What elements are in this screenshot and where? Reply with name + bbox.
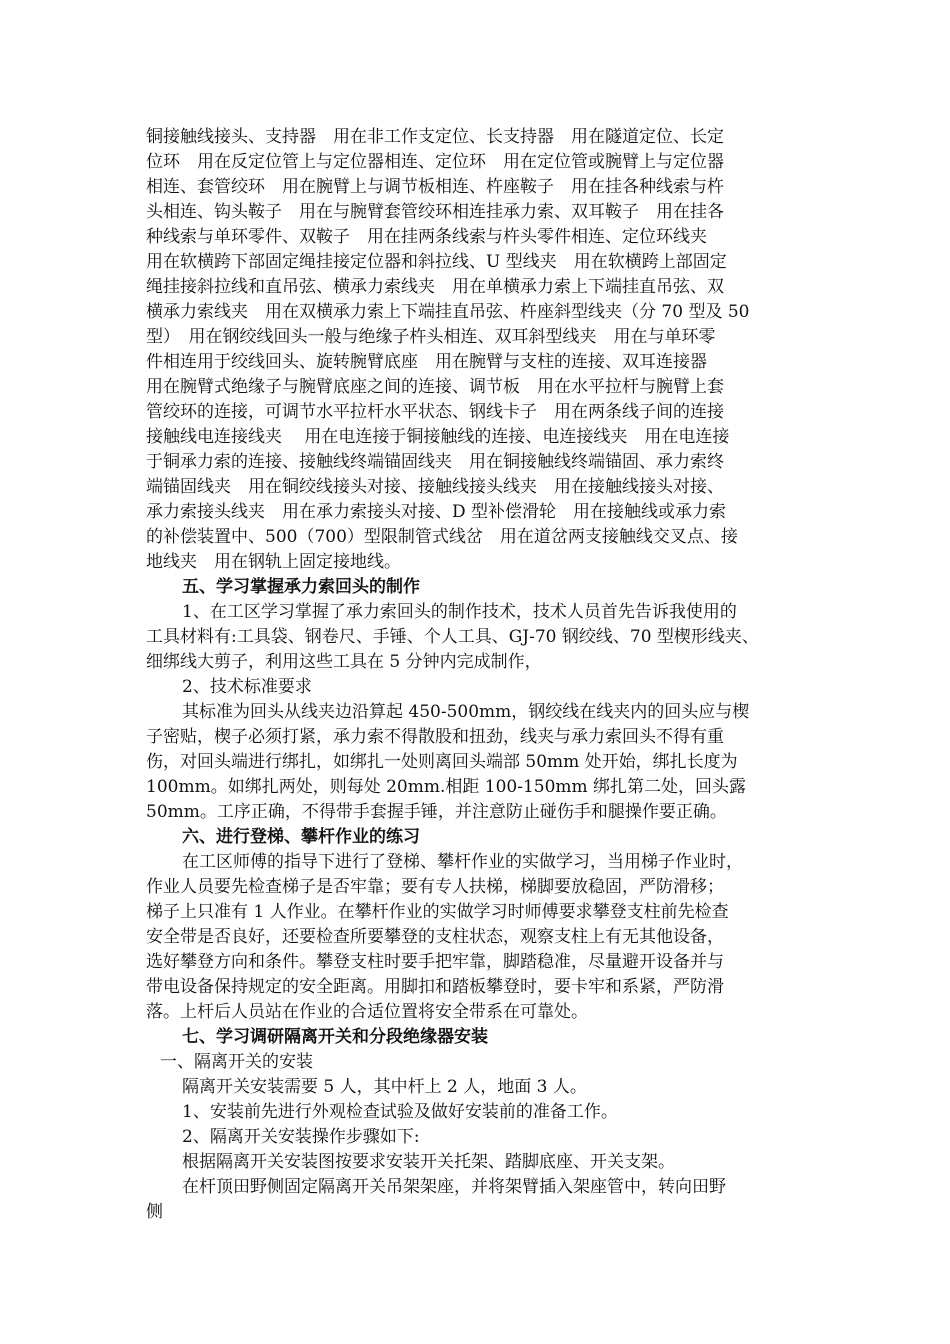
text-line: 端锚固线夹 用在铜绞线接头对接、接触线接头线夹 用在接触线接头对接、 [146, 477, 724, 497]
text-line: 管绞环的连接，可调节水平拉杆水平状态、钢线卡子 用在两条线子间的连接 [146, 402, 724, 422]
text-line: 细绑线大剪子，利用这些工具在 5 分钟内完成制作， [146, 652, 542, 672]
text-line: 2、隔离开关安装操作步骤如下: [182, 1127, 420, 1147]
section-heading: 五、学习掌握承力索回头的制作 [182, 577, 420, 597]
text-line: 铜接触线接头、支持器 用在非工作支定位、长支持器 用在隧道定位、长定 [146, 127, 724, 147]
text-line: 头相连、钩头鞍子 用在与腕臂套管绞环相连挂承力索、双耳鞍子 用在挂各 [146, 202, 724, 222]
text-line: 侧 [146, 1202, 163, 1222]
text-line: 安全带是否良好，还要检查所要攀登的支柱状态，观察支柱上有无其他设备， [146, 927, 724, 947]
text-line: 其标准为回头从线夹边沿算起 450-500mm，钢绞线在线夹内的回头应与楔 [182, 702, 750, 722]
text-line: 梯子上只准有 1 人作业。在攀杆作业的实做学习时师傅要求攀登支柱前先检查 [146, 902, 729, 922]
text-line: 地线夹 用在钢轨上固定接地线。 [146, 552, 401, 572]
text-line: 用在腕臂式绝缘子与腕臂底座之间的连接、调节板 用在水平拉杆与腕臂上套 [146, 377, 724, 397]
text-line: 100mm。如绑扎两处，则每处 20mm.相距 100-150mm 绑扎第二处，回头露 [146, 777, 747, 797]
text-line: 用在软横跨下部固定绳挂接定位器和斜拉线、U 型线夹 用在软横跨上部固定 [146, 252, 727, 272]
text-line: 相连、套管绞环 用在腕臂上与调节板相连、杵座鞍子 用在挂各种线索与杵 [146, 177, 724, 197]
section-heading: 六、进行登梯、攀杆作业的练习 [182, 827, 420, 847]
text-line: 1、安装前先进行外观检查试验及做好安装前的准备工作。 [182, 1102, 618, 1122]
section-heading: 七、学习调研隔离开关和分段绝缘器安装 [182, 1027, 488, 1047]
text-line: 50mm。工序正确，不得带手套握手锤，并注意防止碰伤手和腿操作要正确。 [146, 802, 727, 822]
text-line: 承力索接头线夹 用在承力索接头对接、D 型补偿滑轮 用在接触线或承力索 [146, 502, 727, 522]
text-line: 根据隔离开关安装图按要求安装开关托架、踏脚底座、开关支架。 [182, 1152, 675, 1172]
text-line: 作业人员要先检查梯子是否牢靠；要有专人扶梯，梯脚要放稳固，严防滑移； [146, 877, 724, 897]
text-line: 2、技术标准要求 [182, 677, 312, 697]
text-line: 位环 用在反定位管上与定位器相连、定位环 用在定位管或腕臂上与定位器 [146, 152, 724, 172]
text-line: 子密贴，楔子必须打紧，承力索不得散股和扭劲，线夹与承力索回头不得有重 [146, 727, 724, 747]
text-line: 的补偿装置中、500（700）型限制管式线岔 用在道岔两支接触线交叉点、接 [146, 527, 738, 547]
text-line: 在工区师傅的指导下进行了登梯、攀杆作业的实做学习，当用梯子作业时， [182, 852, 743, 872]
text-line: 件相连用于绞线回头、旋转腕臂底座 用在腕臂与支柱的连接、双耳连接器 [146, 352, 707, 372]
text-line: 隔离开关安装需要 5 人，其中杆上 2 人，地面 3 人。 [182, 1077, 587, 1097]
subsection-heading: 一、隔离开关的安装 [160, 1052, 313, 1072]
text-line: 在杆顶田野侧固定隔离开关吊架架座，并将架臂插入架座管中，转向田野 [182, 1177, 726, 1197]
text-line: 落。上杆后人员站在作业的合适位置将安全带系在可靠处。 [146, 1002, 588, 1022]
text-line: 工具材料有:工具袋、钢卷尺、手锤、个人工具、GJ-70 钢绞线、70 型楔形线夹、 [146, 627, 759, 647]
text-line: 1、在工区学习掌握了承力索回头的制作技术，技术人员首先告诉我使用的 [182, 602, 737, 622]
text-line: 横承力索线夹 用在双横承力索上下端挂直吊弦、杵座斜型线夹（分 70 型及 50 [146, 302, 750, 322]
text-line: 于铜承力索的连接、接触线终端锚固线夹 用在铜接触线终端锚固、承力索终 [146, 452, 724, 472]
text-line: 选好攀登方向和条件。攀登支柱时要手把牢靠，脚踏稳准，尽量避开设备并与 [146, 952, 724, 972]
text-line: 接触线电连接线夹 用在电连接于铜接触线的连接、电连接线夹 用在电连接 [146, 427, 730, 447]
text-line: 伤，对回头端进行绑扎，如绑扎一处则离回头端部 50mm 处开始，绑扎长度为 [146, 752, 738, 772]
text-line: 带电设备保持规定的安全距离。用脚扣和踏板攀登时，要卡牢和系紧，严防滑 [146, 977, 724, 997]
text-line: 种线索与单环零件、双鞍子 用在挂两条线索与杵头零件相连、定位环线夹 [146, 227, 707, 247]
text-line: 型） 用在钢绞线回头一般与绝缘子杵头相连、双耳斜型线夹 用在与单环零 [146, 327, 716, 347]
text-line: 绳挂接斜拉线和直吊弦、横承力索线夹 用在单横承力索上下端挂直吊弦、双 [146, 277, 724, 297]
